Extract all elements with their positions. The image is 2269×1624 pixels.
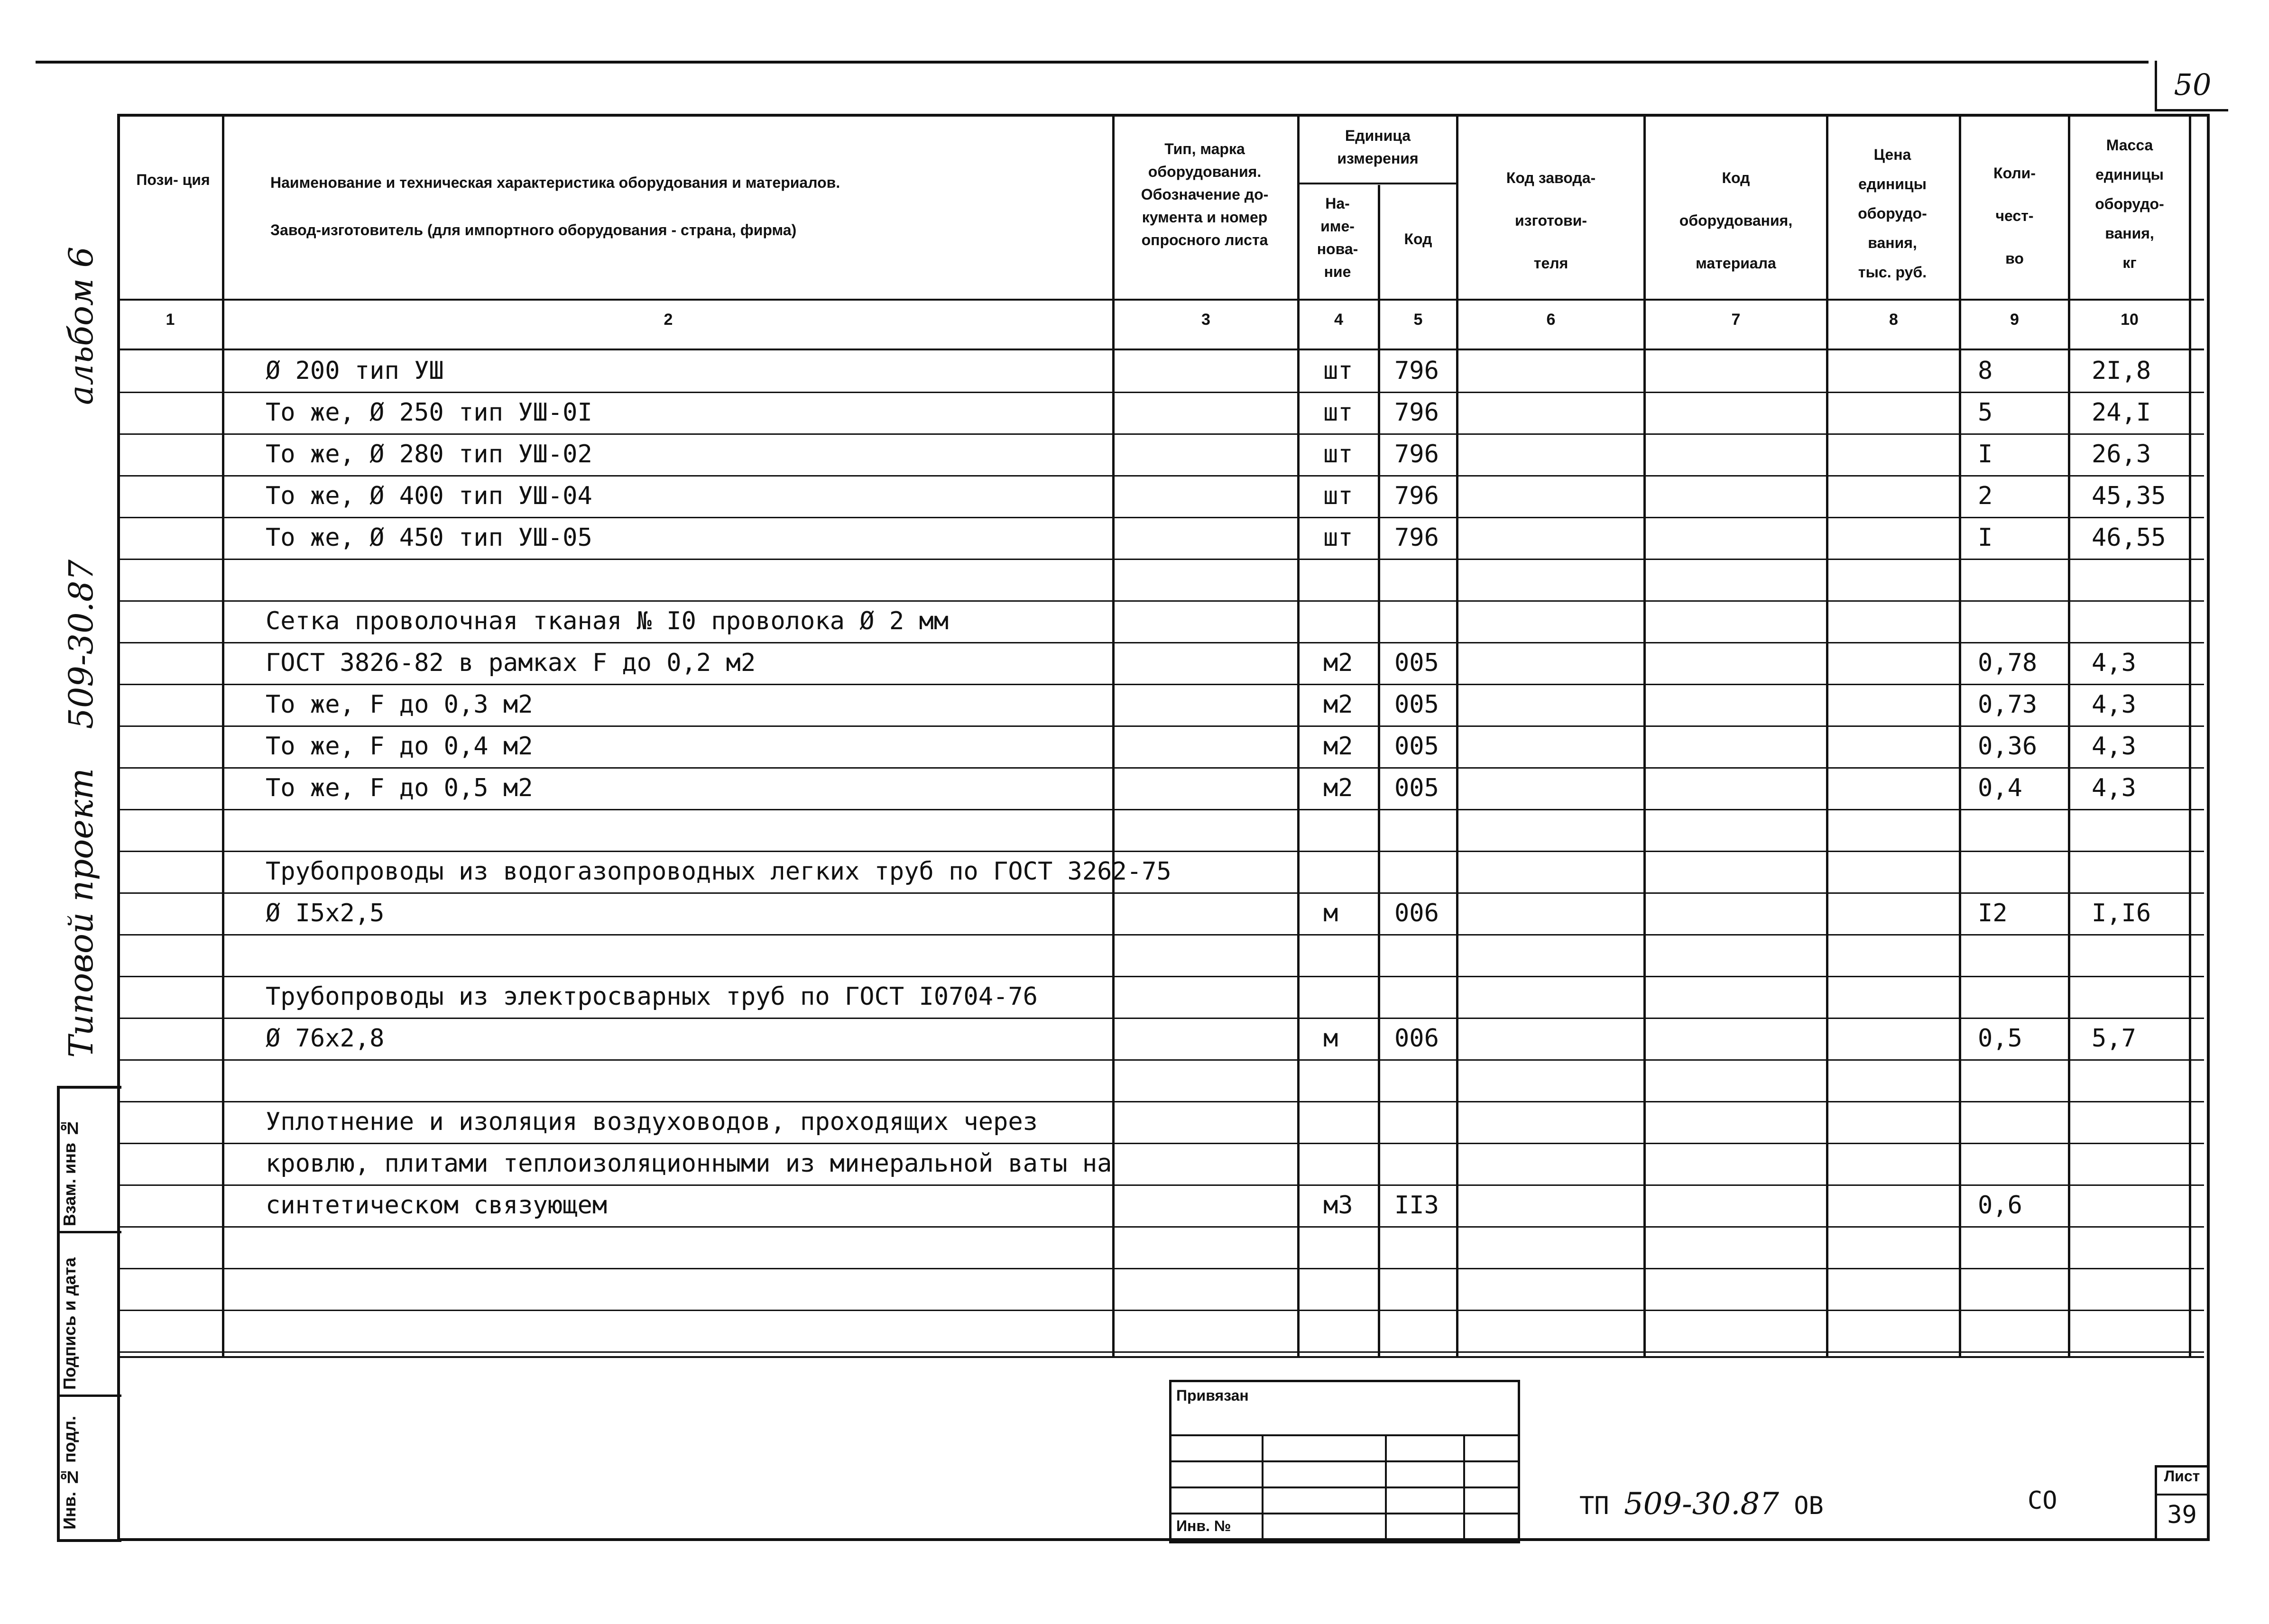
stamp-divider — [1171, 1434, 1518, 1436]
row-quantity: 0,73 — [1978, 690, 2038, 719]
column-number: 5 — [1413, 311, 1423, 329]
column-divider — [1378, 185, 1380, 1356]
side-stamp-cell — [60, 1233, 121, 1397]
row-mass: 46,55 — [2092, 523, 2166, 552]
column-number: 9 — [2010, 311, 2019, 329]
row-quantity: 0,6 — [1978, 1191, 2022, 1220]
sheet-number: 39 — [2167, 1501, 2197, 1529]
doc-code-prefix: ТП — [1579, 1492, 1609, 1520]
row-name: Ø 200 тип УШ — [266, 357, 444, 385]
row-name: То же, F до 0,3 м2 — [266, 690, 533, 719]
row-name: То же, F до 0,5 м2 — [266, 774, 533, 802]
title-block — [1169, 1380, 1520, 1543]
row-quantity: 8 — [1978, 357, 1993, 385]
table-bottom-line — [117, 1356, 2204, 1358]
header-equipment-code: Код оборудования, материала — [1679, 169, 1793, 272]
row-code: 796 — [1394, 357, 1439, 385]
column-number: 3 — [1201, 311, 1210, 329]
row-unit: м2 — [1323, 690, 1353, 719]
row-divider — [117, 642, 2204, 643]
header-unit-code: Код — [1404, 230, 1432, 248]
row-unit: м — [1323, 899, 1338, 927]
header-mass: Масса единицы оборудо- вания, кг — [2095, 137, 2164, 271]
row-divider — [117, 392, 2204, 393]
row-divider — [117, 475, 2204, 477]
project-label: Типовой проект — [62, 768, 101, 1058]
header-position: Пози- ция — [136, 171, 210, 188]
stamp-divider — [1171, 1513, 1518, 1514]
row-divider — [117, 1018, 2204, 1019]
row-divider — [117, 1268, 2204, 1269]
row-code: 796 — [1394, 523, 1439, 552]
row-name: синтетическом связующем — [266, 1191, 608, 1220]
row-unit: м2 — [1323, 732, 1353, 761]
row-quantity: I2 — [1978, 899, 2008, 927]
row-code: 005 — [1394, 690, 1439, 719]
row-mass: 4,3 — [2092, 732, 2136, 761]
top-border-line — [36, 61, 2149, 64]
row-divider — [117, 851, 2204, 852]
header-divider — [117, 299, 2204, 301]
doc-code-suffix: ОВ — [1794, 1492, 1824, 1520]
project-code-side: 509-30.87 — [62, 560, 101, 729]
row-divider — [117, 976, 2204, 977]
row-divider — [117, 684, 2204, 685]
row-name: Ø I5х2,5 — [266, 899, 385, 927]
attached-label: Привязан — [1176, 1387, 1249, 1404]
header-name: Наименование и техническая характеристика оборудования и материалов. Завод-изготовитель (для импортного оборудования - страна, фирма) — [270, 174, 840, 239]
row-divider — [117, 809, 2204, 810]
row-unit: шт — [1323, 523, 1353, 552]
row-quantity: 0,36 — [1978, 732, 2038, 761]
row-quantity: 0,4 — [1978, 774, 2022, 802]
row-name: ГОСТ 3826-82 в рамках F до 0,2 м2 — [266, 649, 756, 677]
side-stamp — [57, 1086, 121, 1542]
album-label: альбом 6 — [62, 247, 101, 405]
side-stamp-label: Подпись и дата — [60, 1257, 79, 1390]
row-code: II3 — [1394, 1191, 1439, 1220]
stamp-divider — [1385, 1434, 1387, 1541]
column-number: 1 — [166, 311, 175, 329]
row-quantity: 5 — [1978, 398, 1993, 427]
header-unit-name: На- име- нова- ние — [1317, 195, 1358, 280]
row-name: Трубопроводы из водогазопроводных легких труб по ГОСТ 3262-75 — [266, 857, 1171, 886]
column-number: 7 — [1731, 311, 1741, 329]
document-code — [1579, 1486, 1824, 1522]
row-divider — [117, 1059, 2204, 1061]
row-divider — [117, 1351, 2204, 1353]
row-divider — [117, 1143, 2204, 1144]
row-mass: 5,7 — [2092, 1024, 2136, 1053]
row-unit: шт — [1323, 482, 1353, 510]
row-unit: шт — [1323, 357, 1353, 385]
row-name: То же, Ø 250 тип УШ-0I — [266, 398, 592, 427]
row-mass: I,I6 — [2092, 899, 2151, 927]
row-code: 005 — [1394, 649, 1439, 677]
row-unit: м3 — [1323, 1191, 1353, 1220]
row-quantity: 2 — [1978, 482, 1993, 510]
page-number: 50 — [2155, 61, 2228, 111]
doc-code-number: 509-30.87 — [1623, 1486, 1779, 1522]
row-code: 796 — [1394, 482, 1439, 510]
stamp-divider — [1262, 1434, 1264, 1541]
row-divider — [117, 1101, 2204, 1102]
row-divider — [117, 517, 2204, 518]
column-number: 2 — [664, 311, 673, 329]
side-stamp-cell — [60, 1089, 121, 1233]
row-divider — [117, 600, 2204, 602]
row-unit: м — [1323, 1024, 1338, 1053]
row-mass: 4,3 — [2092, 774, 2136, 802]
row-quantity: I — [1978, 523, 1993, 552]
side-stamp-label: Инв. № подл. — [60, 1416, 79, 1530]
row-mass: 4,3 — [2092, 649, 2136, 677]
inventory-label: Инв. № — [1176, 1517, 1231, 1534]
sheet-box — [2155, 1465, 2209, 1541]
row-quantity: 0,78 — [1978, 649, 2038, 677]
row-name: Ø 76х2,8 — [266, 1024, 385, 1053]
header-unit: Единица измерения — [1337, 127, 1419, 167]
stamp-divider — [1171, 1486, 1518, 1488]
row-code: 796 — [1394, 440, 1439, 468]
row-unit: шт — [1323, 398, 1353, 427]
column-number: 10 — [2121, 311, 2139, 329]
row-unit: м2 — [1323, 774, 1353, 802]
row-name: То же, F до 0,4 м2 — [266, 732, 533, 761]
side-stamp-cell — [60, 1397, 121, 1534]
row-mass: 45,35 — [2092, 482, 2166, 510]
row-divider — [117, 433, 2204, 435]
row-name: кровлю, плитами теплоизоляционными из минеральной ваты на — [266, 1149, 1112, 1178]
row-mass: 2I,8 — [2092, 357, 2151, 385]
row-quantity: I — [1978, 440, 1993, 468]
row-code: 006 — [1394, 899, 1439, 927]
header-divider — [1297, 183, 1458, 184]
column-number: 8 — [1889, 311, 1898, 329]
row-name: Трубопроводы из электросварных труб по ГОСТ I0704-76 — [266, 982, 1038, 1011]
column-number: 6 — [1546, 311, 1556, 329]
row-mass: 4,3 — [2092, 690, 2136, 719]
doc-series: СО — [2028, 1486, 2057, 1515]
row-divider — [117, 1184, 2204, 1186]
row-divider — [117, 725, 2204, 727]
row-name: Уплотнение и изоляция воздуховодов, проходящих через — [266, 1108, 1038, 1136]
header-type: Тип, марка оборудования. Обозначение до- кумента и номер опросного листа — [1141, 140, 1269, 248]
row-divider — [117, 1310, 2204, 1311]
row-quantity: 0,5 — [1978, 1024, 2022, 1053]
row-unit: шт — [1323, 440, 1353, 468]
row-mass: 24,I — [2092, 398, 2151, 427]
side-stamp-label: Взам. инв № — [60, 1118, 79, 1226]
row-name: То же, Ø 450 тип УШ-05 — [266, 523, 592, 552]
header-factory-code: Код завода- изготови- теля — [1506, 169, 1596, 272]
row-name: То же, Ø 280 тип УШ-02 — [266, 440, 592, 468]
row-mass: 26,3 — [2092, 440, 2151, 468]
header-quantity: Коли- чест- во — [1993, 165, 2036, 267]
sheet-divider — [2157, 1494, 2207, 1496]
sheet-label: Лист — [2164, 1468, 2200, 1485]
header-price: Цена единицы оборудо- вания, тыс. руб. — [1858, 146, 1927, 281]
row-name: Сетка проволочная тканая № I0 проволока Ø 2 мм — [266, 607, 949, 635]
row-divider — [117, 1226, 2204, 1228]
row-divider — [117, 767, 2204, 769]
row-name: То же, Ø 400 тип УШ-04 — [266, 482, 592, 510]
row-divider — [117, 559, 2204, 560]
row-code: 006 — [1394, 1024, 1439, 1053]
stamp-divider — [1463, 1434, 1465, 1541]
row-code: 005 — [1394, 732, 1439, 761]
header-divider — [117, 349, 2204, 350]
row-divider — [117, 934, 2204, 936]
row-code: 005 — [1394, 774, 1439, 802]
row-code: 796 — [1394, 398, 1439, 427]
row-divider — [117, 892, 2204, 894]
row-unit: м2 — [1323, 649, 1353, 677]
stamp-divider — [1171, 1460, 1518, 1462]
column-number: 4 — [1334, 311, 1343, 329]
